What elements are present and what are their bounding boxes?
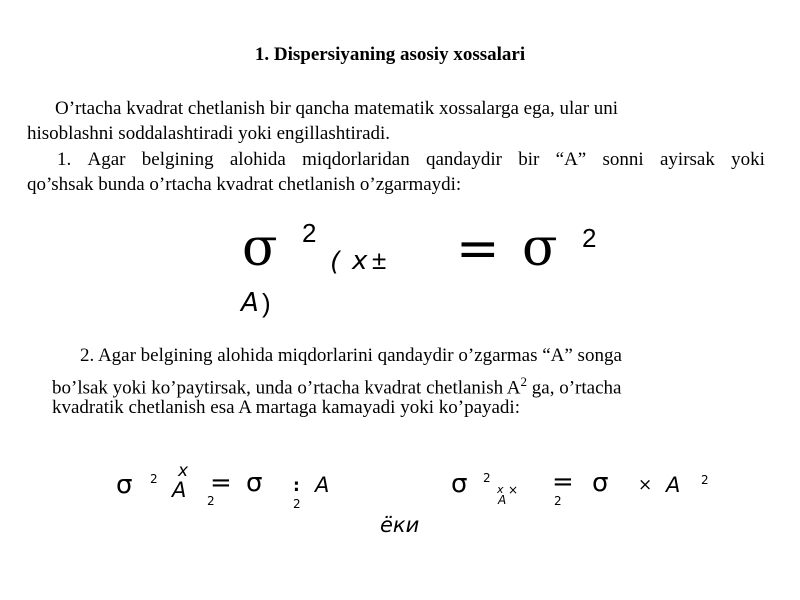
- exponent: 2: [701, 473, 709, 487]
- variable-x: x: [178, 461, 189, 481]
- property1-line-1: [57, 147, 765, 172]
- word: ayirsak: [660, 149, 715, 170]
- equals-sign: =: [456, 219, 500, 279]
- subscript: 2: [293, 497, 301, 511]
- sigma-symbol: σ: [116, 470, 133, 500]
- equals-sign: =: [210, 468, 232, 498]
- intro-line-2: hisoblashni soddalashtiradi yoki engillashtiradi.: [27, 123, 391, 144]
- word: qandaydir: [426, 149, 502, 170]
- intro-line-1: O’rtacha kvadrat chetlanish bir qancha matematik xossalarga ega, ular uni: [55, 98, 619, 119]
- equals-sign: =: [552, 467, 574, 497]
- colon-sign: :: [293, 476, 300, 496]
- word: yoki: [731, 149, 765, 170]
- subscript: 2: [207, 494, 215, 508]
- sigma-symbol: σ: [522, 218, 558, 278]
- plus-minus-sign: ±: [372, 245, 387, 275]
- sigma-symbol: σ: [451, 469, 468, 499]
- constant-a: A: [315, 473, 330, 497]
- variable-x: x: [497, 483, 504, 496]
- variable-x: x: [352, 246, 368, 276]
- times-sign: ×: [638, 475, 653, 495]
- word: “A”: [555, 149, 587, 170]
- sigma-symbol: σ: [592, 468, 609, 498]
- exponent: 2: [302, 218, 317, 248]
- sigma-symbol: σ: [242, 218, 278, 278]
- constant-a: A: [666, 473, 681, 497]
- constant-a: A: [498, 493, 507, 507]
- word: miqdorlaridan: [302, 149, 410, 170]
- word: Agar: [87, 149, 126, 170]
- times-sign: ×: [508, 483, 519, 497]
- sigma-symbol: σ: [246, 468, 263, 498]
- open-paren: (: [330, 247, 341, 277]
- constant-a: A: [172, 478, 187, 502]
- page-title: 1. Dispersiyaning asosiy xossalari: [254, 44, 526, 65]
- property1-line-2: qo’shsak bunda o’rtacha kvadrat chetlanish o’zgarmaydi:: [27, 174, 462, 195]
- exponent: 2: [483, 471, 491, 485]
- property2-line-1: 2. Agar belgining alohida miqdorlarini qandaydir o’zgarmas “A” songa: [80, 345, 622, 366]
- word: bir: [518, 149, 540, 170]
- constant-a: A: [241, 288, 259, 318]
- yoki-word: ёки: [380, 513, 420, 537]
- text: bo’lsak yoki ko’paytirsak, unda o’rtacha kvadrat chetlanish A: [52, 377, 521, 399]
- subscript: 2: [554, 494, 562, 508]
- word: belgining: [141, 149, 214, 170]
- word: alohida: [229, 149, 286, 170]
- close-paren: ): [262, 288, 271, 318]
- word: sonni: [602, 149, 644, 170]
- text: ga, o’rtacha: [527, 377, 622, 399]
- exponent: 2: [582, 223, 597, 253]
- word: 1.: [57, 149, 72, 170]
- superscript: 2: [520, 374, 528, 389]
- exponent: 2: [150, 472, 158, 486]
- property2-line-3: kvadratik chetlanish esa A martaga kamayadi yoki ko’payadi:: [52, 397, 520, 418]
